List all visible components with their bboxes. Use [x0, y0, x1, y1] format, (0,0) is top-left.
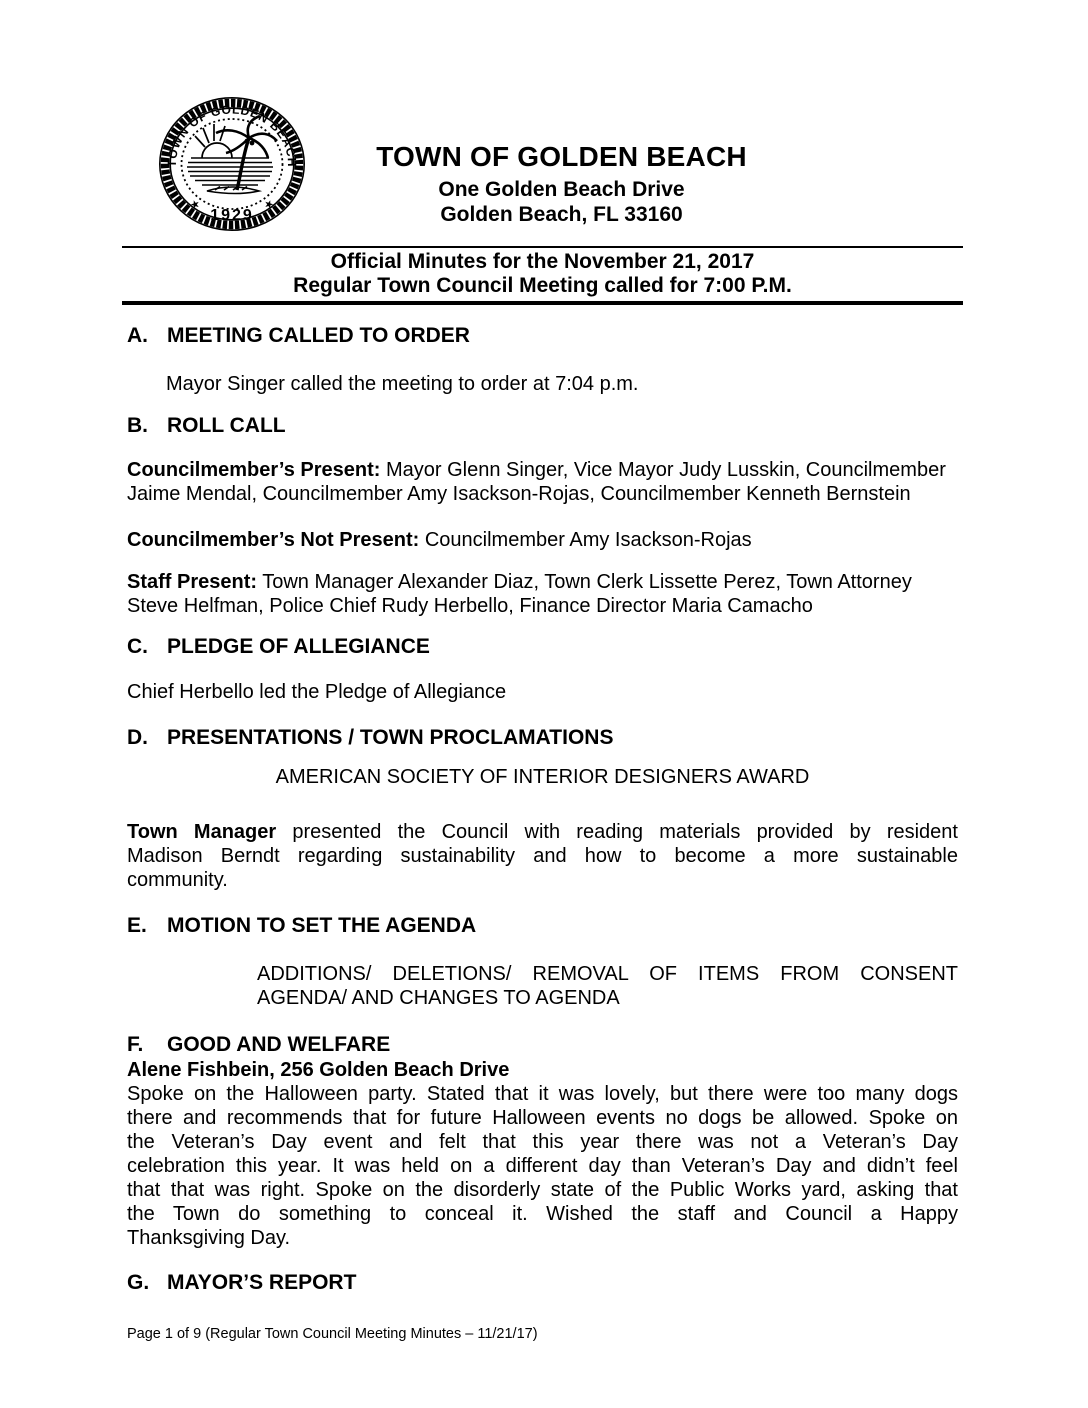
section-title: GOOD AND WELFARE: [167, 1033, 391, 1056]
staff-present-line1: [127, 570, 958, 594]
org-address-line1: One Golden Beach Drive: [438, 178, 685, 201]
section-heading-mayors-report: [127, 1272, 958, 1294]
speaker-remarks-line3: the Veteran’s Day event and felt that this year there was not a Veteran’s Day: [127, 1131, 958, 1153]
seal-ring-textpath: TOWN OF GOLDEN BEACH: [164, 102, 300, 168]
org-title: TOWN OF GOLDEN BEACH: [376, 141, 747, 172]
section-letter: A.: [127, 324, 148, 347]
section-letter: G.: [127, 1271, 150, 1294]
staff-names: Town Manager Alexander Diaz, Town Clerk Lissette Perez, Town Attorney: [257, 571, 912, 593]
meeting-banner: [122, 246, 963, 305]
speaker-remarks-line2: there and recommends that for future Halloween events no dogs be allowed. Spoke on: [127, 1107, 958, 1129]
section-letter: B.: [127, 414, 148, 437]
speaker-remarks-line6: the Town do something to conceal it. Wished the staff and Council a Happy: [127, 1203, 958, 1225]
town-manager-paragraph-line2: Madison Berndt regarding sustainability and how to become a more sustainable: [127, 845, 958, 867]
councilmembers-present-line2: Jaime Mendal, Councilmember Amy Isackson-Rojas, Councilmember Kenneth Bernstein: [127, 483, 911, 505]
call-to-order-text: Mayor Singer called the meeting to order at 7:04 p.m.: [166, 373, 639, 395]
section-title: PLEDGE OF ALLEGIANCE: [167, 635, 430, 658]
section-heading-good-and-welfare: [127, 1034, 958, 1056]
speaker-remarks-line4: celebration this year. It was held on a different day than Veteran’s Day and didn’t feel: [127, 1155, 958, 1177]
staff-label: Staff Present:: [127, 571, 258, 593]
agenda-changes-line2: AGENDA/ AND CHANGES TO AGENDA: [257, 987, 620, 1009]
speaker-remarks-line5: that that was right. Spoke on the disorderly state of the Public Works yard, asking that: [127, 1179, 958, 1201]
town-manager-label: Town Manager: [127, 821, 277, 843]
section-heading-presentations: [127, 727, 958, 749]
section-title: MEETING CALLED TO ORDER: [167, 324, 470, 347]
speaker-remarks-line7: Thanksgiving Day.: [127, 1227, 291, 1249]
town-manager-paragraph-line1: [127, 820, 958, 844]
section-letter: D.: [127, 726, 148, 749]
letterhead: [35, 142, 1088, 227]
section-title: MAYOR’S REPORT: [167, 1271, 357, 1294]
section-title: PRESENTATIONS / TOWN PROCLAMATIONS: [167, 726, 614, 749]
section-letter: F.: [127, 1033, 144, 1056]
section-heading-roll-call: [127, 415, 958, 437]
agenda-changes-line1: ADDITIONS/ DELETIONS/ REMOVAL OF ITEMS FROM CONSENT: [257, 963, 958, 985]
section-heading-meeting-called-to-order: [127, 325, 958, 347]
speaker-name: Alene Fishbein, 256 Golden Beach Drive: [127, 1059, 510, 1081]
not-present-label: Councilmember’s Not Present:: [127, 529, 420, 551]
section-heading-pledge: [127, 636, 958, 658]
speaker-remarks-line1: Spoke on the Halloween party. Stated that it was lovely, but there were too many dogs: [127, 1083, 958, 1105]
pledge-text: Chief Herbello led the Pledge of Allegiance: [127, 681, 507, 703]
councilmembers-present-line1: [127, 458, 958, 482]
section-heading-motion-agenda: [127, 915, 958, 937]
present-names: Mayor Glenn Singer, Vice Mayor Judy Lusskin, Councilmember: [380, 459, 946, 481]
star-icon: ★: [188, 197, 202, 213]
seal-year: 1929: [210, 207, 254, 224]
section-title: MOTION TO SET THE AGENDA: [167, 914, 477, 937]
not-present-names: Councilmember Amy Isackson-Rojas: [419, 529, 752, 551]
banner-line1: Official Minutes for the November 21, 2017: [330, 250, 755, 273]
page-footer: Page 1 of 9 (Regular Town Council Meeting Minutes – 11/21/17): [127, 1326, 538, 1342]
town-manager-text: presented the Council with reading materials provided by resident: [276, 821, 958, 843]
org-address-line2: Golden Beach, FL 33160: [440, 203, 683, 226]
minutes-body: [127, 310, 958, 1294]
councilmembers-not-present-line: [127, 528, 958, 552]
presentation-subtitle: AMERICAN SOCIETY OF INTERIOR DESIGNERS AWARD: [275, 766, 810, 788]
present-label: Councilmember’s Present:: [127, 459, 381, 481]
section-title: ROLL CALL: [167, 414, 286, 437]
staff-present-line2: Steve Helfman, Police Chief Rudy Herbello, Finance Director Maria Camacho: [127, 595, 813, 617]
section-letter: C.: [127, 635, 148, 658]
banner-line2: Regular Town Council Meeting called for 7:00 P.M.: [293, 274, 792, 297]
section-letter: E.: [127, 914, 147, 937]
star-icon: ★: [262, 197, 276, 213]
town-manager-paragraph-line3: community.: [127, 869, 228, 891]
